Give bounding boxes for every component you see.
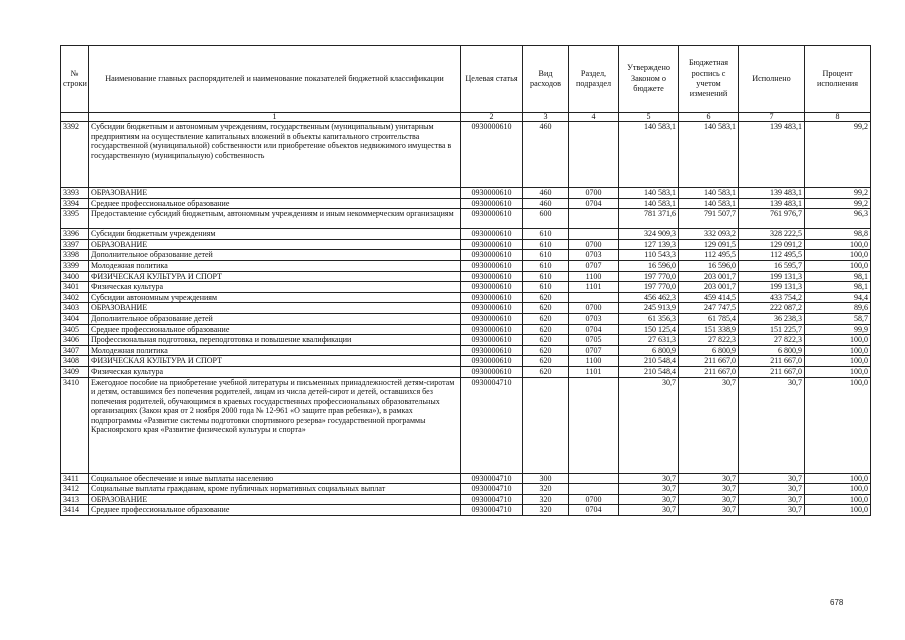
- executed-amount: 222 087,2: [739, 303, 805, 314]
- row-name: Дополнительное образование детей: [89, 313, 461, 324]
- section: [569, 292, 619, 303]
- expense-type: 620: [523, 366, 569, 377]
- schedule-amount: 332 093,2: [679, 229, 739, 240]
- target-article: 0930000610: [461, 324, 523, 335]
- percent: 99,2: [805, 122, 871, 188]
- table-row: [61, 303, 871, 314]
- target-article: 0930000610: [461, 260, 523, 271]
- percent: 100,0: [805, 494, 871, 505]
- table-row: [61, 335, 871, 346]
- target-article: 0930000610: [461, 356, 523, 367]
- schedule-amount: 112 495,5: [679, 250, 739, 261]
- section: 0705: [569, 335, 619, 346]
- approved-amount: 456 462,3: [619, 292, 679, 303]
- percent: 100,0: [805, 335, 871, 346]
- approved-amount: 16 596,0: [619, 260, 679, 271]
- section: 0700: [569, 303, 619, 314]
- schedule-amount: 61 785,4: [679, 313, 739, 324]
- schedule-amount: 140 583,1: [679, 188, 739, 199]
- row-number: 3409: [61, 366, 89, 377]
- executed-amount: 199 131,3: [739, 271, 805, 282]
- row-number: 3396: [61, 229, 89, 240]
- section: 0704: [569, 505, 619, 516]
- row-name: Физическая культура: [89, 282, 461, 293]
- column-number: 4: [569, 113, 619, 122]
- row-number: 3411: [61, 473, 89, 484]
- expense-type: [523, 377, 569, 473]
- expense-type: 620: [523, 313, 569, 324]
- expense-type: 460: [523, 122, 569, 188]
- row-number: 3399: [61, 260, 89, 271]
- percent: 94,4: [805, 292, 871, 303]
- executed-amount: 27 822,3: [739, 335, 805, 346]
- schedule-amount: 16 596,0: [679, 260, 739, 271]
- table-row: [61, 209, 871, 229]
- expense-type: 320: [523, 494, 569, 505]
- target-article: 0930000610: [461, 345, 523, 356]
- expense-type: 300: [523, 473, 569, 484]
- column-numbers-row: [61, 113, 871, 122]
- schedule-amount: 211 667,0: [679, 366, 739, 377]
- expense-type: 320: [523, 505, 569, 516]
- table-row: [61, 188, 871, 199]
- executed-amount: 328 222,5: [739, 229, 805, 240]
- expense-type: 620: [523, 324, 569, 335]
- expense-type: 610: [523, 271, 569, 282]
- row-number: 3402: [61, 292, 89, 303]
- schedule-amount: 6 800,9: [679, 345, 739, 356]
- approved-amount: 197 770,0: [619, 271, 679, 282]
- expense-type: 460: [523, 198, 569, 209]
- table-row: [61, 292, 871, 303]
- percent: 100,0: [805, 473, 871, 484]
- table-row: [61, 198, 871, 209]
- row-number: 3400: [61, 271, 89, 282]
- schedule-amount: 30,7: [679, 377, 739, 473]
- row-number: 3405: [61, 324, 89, 335]
- target-article: 0930000610: [461, 122, 523, 188]
- section: [569, 209, 619, 229]
- table-row: [61, 250, 871, 261]
- table-row: [61, 494, 871, 505]
- section: [569, 484, 619, 495]
- row-name: Субсидии бюджетным учреждениям: [89, 229, 461, 240]
- section: 0704: [569, 198, 619, 209]
- expense-type: 610: [523, 282, 569, 293]
- target-article: 0930000610: [461, 292, 523, 303]
- executed-amount: 211 667,0: [739, 366, 805, 377]
- row-number: 3404: [61, 313, 89, 324]
- schedule-amount: 129 091,5: [679, 239, 739, 250]
- percent: 96,3: [805, 209, 871, 229]
- expense-type: 320: [523, 484, 569, 495]
- section: 0707: [569, 345, 619, 356]
- row-number: 3398: [61, 250, 89, 261]
- table-row: [61, 484, 871, 495]
- row-number: 3394: [61, 198, 89, 209]
- target-article: 0930000610: [461, 188, 523, 199]
- column-number: 5: [619, 113, 679, 122]
- approved-amount: 245 913,9: [619, 303, 679, 314]
- target-article: 0930000610: [461, 366, 523, 377]
- target-article: 0930004710: [461, 494, 523, 505]
- section: 1101: [569, 366, 619, 377]
- approved-amount: 27 631,3: [619, 335, 679, 346]
- approved-amount: 30,7: [619, 473, 679, 484]
- row-name: ОБРАЗОВАНИЕ: [89, 239, 461, 250]
- executed-amount: 6 800,9: [739, 345, 805, 356]
- percent: 100,0: [805, 377, 871, 473]
- page-number: 678: [830, 598, 844, 607]
- row-name: ОБРАЗОВАНИЕ: [89, 494, 461, 505]
- percent: 99,2: [805, 198, 871, 209]
- executed-amount: 151 225,7: [739, 324, 805, 335]
- schedule-amount: 140 583,1: [679, 198, 739, 209]
- approved-amount: 197 770,0: [619, 282, 679, 293]
- executed-amount: 433 754,2: [739, 292, 805, 303]
- section: 0703: [569, 250, 619, 261]
- table-row: [61, 366, 871, 377]
- percent: 100,0: [805, 239, 871, 250]
- percent: 98,8: [805, 229, 871, 240]
- row-name: Социальное обеспечение и иные выплаты населению: [89, 473, 461, 484]
- row-number: 3395: [61, 209, 89, 229]
- schedule-amount: 203 001,7: [679, 271, 739, 282]
- header-approved: Утверждено Законом о бюджете: [619, 46, 679, 113]
- header-target-article: Целевая статья: [461, 46, 523, 113]
- section: 0703: [569, 313, 619, 324]
- percent: 100,0: [805, 484, 871, 495]
- executed-amount: 211 667,0: [739, 356, 805, 367]
- row-name: Субсидии бюджетным и автономным учреждениям, государственным (муниципальным) унитарным предприятиям на осуществление капитальных вложений в объекты капитального строительства государственной (муниципальной) собственности или приобретение объектов недвижимого имущества в государственную (муниципальную) собственность: [89, 122, 461, 188]
- executed-amount: 139 483,1: [739, 188, 805, 199]
- section: 0700: [569, 494, 619, 505]
- executed-amount: 30,7: [739, 494, 805, 505]
- row-name: Молодежная политика: [89, 260, 461, 271]
- table-row: [61, 313, 871, 324]
- section: [569, 122, 619, 188]
- expense-type: 610: [523, 229, 569, 240]
- approved-amount: 30,7: [619, 494, 679, 505]
- percent: 99,2: [805, 188, 871, 199]
- row-name: Предоставление субсидий бюджетным, автономным учреждениям и иным некоммерческим организациям: [89, 209, 461, 229]
- column-number: 1: [89, 113, 461, 122]
- column-number: 3: [523, 113, 569, 122]
- percent: 98,1: [805, 282, 871, 293]
- target-article: 0930004710: [461, 473, 523, 484]
- approved-amount: 210 548,4: [619, 366, 679, 377]
- row-name: Молодежная политика: [89, 345, 461, 356]
- row-name: Ежегодное пособие на приобретение учебной литературы и письменных принадлежностей детям-сиротам и детям, оставшимся без попечения родителей, лицам из числа детей-сирот и детей, оставшихся без попечения родителей, обучающимся в краевых государственных профессиональных образовательных организациях (Закон края от 2 ноября 2000 года № 12-961 «О защите прав ребенка»), в рамках подпрограммы «Развитие системы подготовки спортивного резерва» государственной программы Красноярского края «Развитие физической культуры и спорта»: [89, 377, 461, 473]
- percent: 100,0: [805, 356, 871, 367]
- expense-type: 610: [523, 239, 569, 250]
- header-section: Раздел, подраздел: [569, 46, 619, 113]
- row-name: Социальные выплаты гражданам, кроме публичных нормативных социальных выплат: [89, 484, 461, 495]
- executed-amount: 129 091,2: [739, 239, 805, 250]
- approved-amount: 324 909,3: [619, 229, 679, 240]
- executed-amount: 112 495,5: [739, 250, 805, 261]
- table-row: [61, 271, 871, 282]
- header-row-number: № строки: [61, 46, 89, 113]
- section: [569, 229, 619, 240]
- executed-amount: 30,7: [739, 377, 805, 473]
- header-expense-type: Вид расходов: [523, 46, 569, 113]
- executed-amount: 139 483,1: [739, 122, 805, 188]
- executed-amount: 36 238,3: [739, 313, 805, 324]
- expense-type: 610: [523, 260, 569, 271]
- approved-amount: 110 543,3: [619, 250, 679, 261]
- executed-amount: 16 595,7: [739, 260, 805, 271]
- row-name: Среднее профессиональное образование: [89, 198, 461, 209]
- column-number: 2: [461, 113, 523, 122]
- approved-amount: 150 125,4: [619, 324, 679, 335]
- row-number: 3407: [61, 345, 89, 356]
- schedule-amount: 30,7: [679, 505, 739, 516]
- approved-amount: 140 583,1: [619, 198, 679, 209]
- header-budget-schedule: Бюджетная роспись с учетом изменений: [679, 46, 739, 113]
- section: 0707: [569, 260, 619, 271]
- schedule-amount: 140 583,1: [679, 122, 739, 188]
- row-name: Профессиональная подготовка, переподготовка и повышение квалификации: [89, 335, 461, 346]
- percent: 99,9: [805, 324, 871, 335]
- row-number: 3401: [61, 282, 89, 293]
- target-article: 0930000610: [461, 250, 523, 261]
- target-article: 0930000610: [461, 271, 523, 282]
- row-number: 3412: [61, 484, 89, 495]
- approved-amount: 30,7: [619, 377, 679, 473]
- percent: 100,0: [805, 345, 871, 356]
- expense-type: 620: [523, 345, 569, 356]
- row-number: 3392: [61, 122, 89, 188]
- percent: 100,0: [805, 250, 871, 261]
- executed-amount: 30,7: [739, 505, 805, 516]
- table-row: [61, 324, 871, 335]
- percent: 98,1: [805, 271, 871, 282]
- target-article: 0930004710: [461, 505, 523, 516]
- row-number: 3403: [61, 303, 89, 314]
- executed-amount: 139 483,1: [739, 198, 805, 209]
- row-number: 3410: [61, 377, 89, 473]
- approved-amount: 210 548,4: [619, 356, 679, 367]
- column-number-empty: [61, 113, 89, 122]
- row-number: 3414: [61, 505, 89, 516]
- table-row: [61, 282, 871, 293]
- row-name: ОБРАЗОВАНИЕ: [89, 303, 461, 314]
- expense-type: 610: [523, 250, 569, 261]
- approved-amount: 140 583,1: [619, 188, 679, 199]
- row-name: Субсидии автономным учреждениям: [89, 292, 461, 303]
- table-row: [61, 356, 871, 367]
- approved-amount: 30,7: [619, 505, 679, 516]
- executed-amount: 30,7: [739, 484, 805, 495]
- approved-amount: 30,7: [619, 484, 679, 495]
- target-article: 0930000610: [461, 303, 523, 314]
- table-row: [61, 122, 871, 188]
- schedule-amount: 30,7: [679, 473, 739, 484]
- section: 0704: [569, 324, 619, 335]
- schedule-amount: 791 507,7: [679, 209, 739, 229]
- row-name: Среднее профессиональное образование: [89, 324, 461, 335]
- column-number: 8: [805, 113, 871, 122]
- schedule-amount: 30,7: [679, 484, 739, 495]
- section: [569, 377, 619, 473]
- row-number: 3393: [61, 188, 89, 199]
- expense-type: 620: [523, 335, 569, 346]
- row-number: 3413: [61, 494, 89, 505]
- target-article: 0930000610: [461, 313, 523, 324]
- expense-type: 600: [523, 209, 569, 229]
- percent: 100,0: [805, 260, 871, 271]
- target-article: 0930000610: [461, 209, 523, 229]
- target-article: 0930004710: [461, 377, 523, 473]
- executed-amount: 761 976,7: [739, 209, 805, 229]
- table-row: [61, 229, 871, 240]
- approved-amount: 61 356,3: [619, 313, 679, 324]
- row-number: 3406: [61, 335, 89, 346]
- target-article: 0930000610: [461, 239, 523, 250]
- percent: 58,7: [805, 313, 871, 324]
- approved-amount: 781 371,6: [619, 209, 679, 229]
- target-article: 0930000610: [461, 282, 523, 293]
- table-row: [61, 505, 871, 516]
- table-row: [61, 345, 871, 356]
- expense-type: 460: [523, 188, 569, 199]
- percent: 89,6: [805, 303, 871, 314]
- target-article: 0930000610: [461, 335, 523, 346]
- schedule-amount: 151 338,9: [679, 324, 739, 335]
- table-row: [61, 260, 871, 271]
- schedule-amount: 30,7: [679, 494, 739, 505]
- section: 0700: [569, 188, 619, 199]
- header-executed: Исполнено: [739, 46, 805, 113]
- row-name: ФИЗИЧЕСКАЯ КУЛЬТУРА И СПОРТ: [89, 356, 461, 367]
- section: [569, 473, 619, 484]
- row-number: 3397: [61, 239, 89, 250]
- table-body: [61, 122, 871, 516]
- schedule-amount: 203 001,7: [679, 282, 739, 293]
- section: 1100: [569, 356, 619, 367]
- expense-type: 620: [523, 303, 569, 314]
- section: 0700: [569, 239, 619, 250]
- percent: 100,0: [805, 366, 871, 377]
- row-name: ОБРАЗОВАНИЕ: [89, 188, 461, 199]
- target-article: 0930000610: [461, 229, 523, 240]
- executed-amount: 199 131,3: [739, 282, 805, 293]
- schedule-amount: 27 822,3: [679, 335, 739, 346]
- column-number: 7: [739, 113, 805, 122]
- approved-amount: 140 583,1: [619, 122, 679, 188]
- row-number: 3408: [61, 356, 89, 367]
- table-row: [61, 473, 871, 484]
- table-row: [61, 239, 871, 250]
- row-name: Дополнительное образование детей: [89, 250, 461, 261]
- header-row: [61, 46, 871, 113]
- schedule-amount: 247 747,5: [679, 303, 739, 314]
- row-name: Среднее профессиональное образование: [89, 505, 461, 516]
- percent: 100,0: [805, 505, 871, 516]
- section: 1100: [569, 271, 619, 282]
- row-name: Физическая культура: [89, 366, 461, 377]
- executed-amount: 30,7: [739, 473, 805, 484]
- row-name: ФИЗИЧЕСКАЯ КУЛЬТУРА И СПОРТ: [89, 271, 461, 282]
- approved-amount: 127 139,3: [619, 239, 679, 250]
- section: 1101: [569, 282, 619, 293]
- schedule-amount: 211 667,0: [679, 356, 739, 367]
- table-row: [61, 377, 871, 473]
- expense-type: 620: [523, 292, 569, 303]
- header-name: Наименование главных распорядителей и наименование показателей бюджетной классификации: [89, 46, 461, 113]
- schedule-amount: 459 414,5: [679, 292, 739, 303]
- target-article: 0930004710: [461, 484, 523, 495]
- column-number: 6: [679, 113, 739, 122]
- header-percent: Процент исполнения: [805, 46, 871, 113]
- budget-table: [60, 45, 871, 516]
- target-article: 0930000610: [461, 198, 523, 209]
- approved-amount: 6 800,9: [619, 345, 679, 356]
- expense-type: 620: [523, 356, 569, 367]
